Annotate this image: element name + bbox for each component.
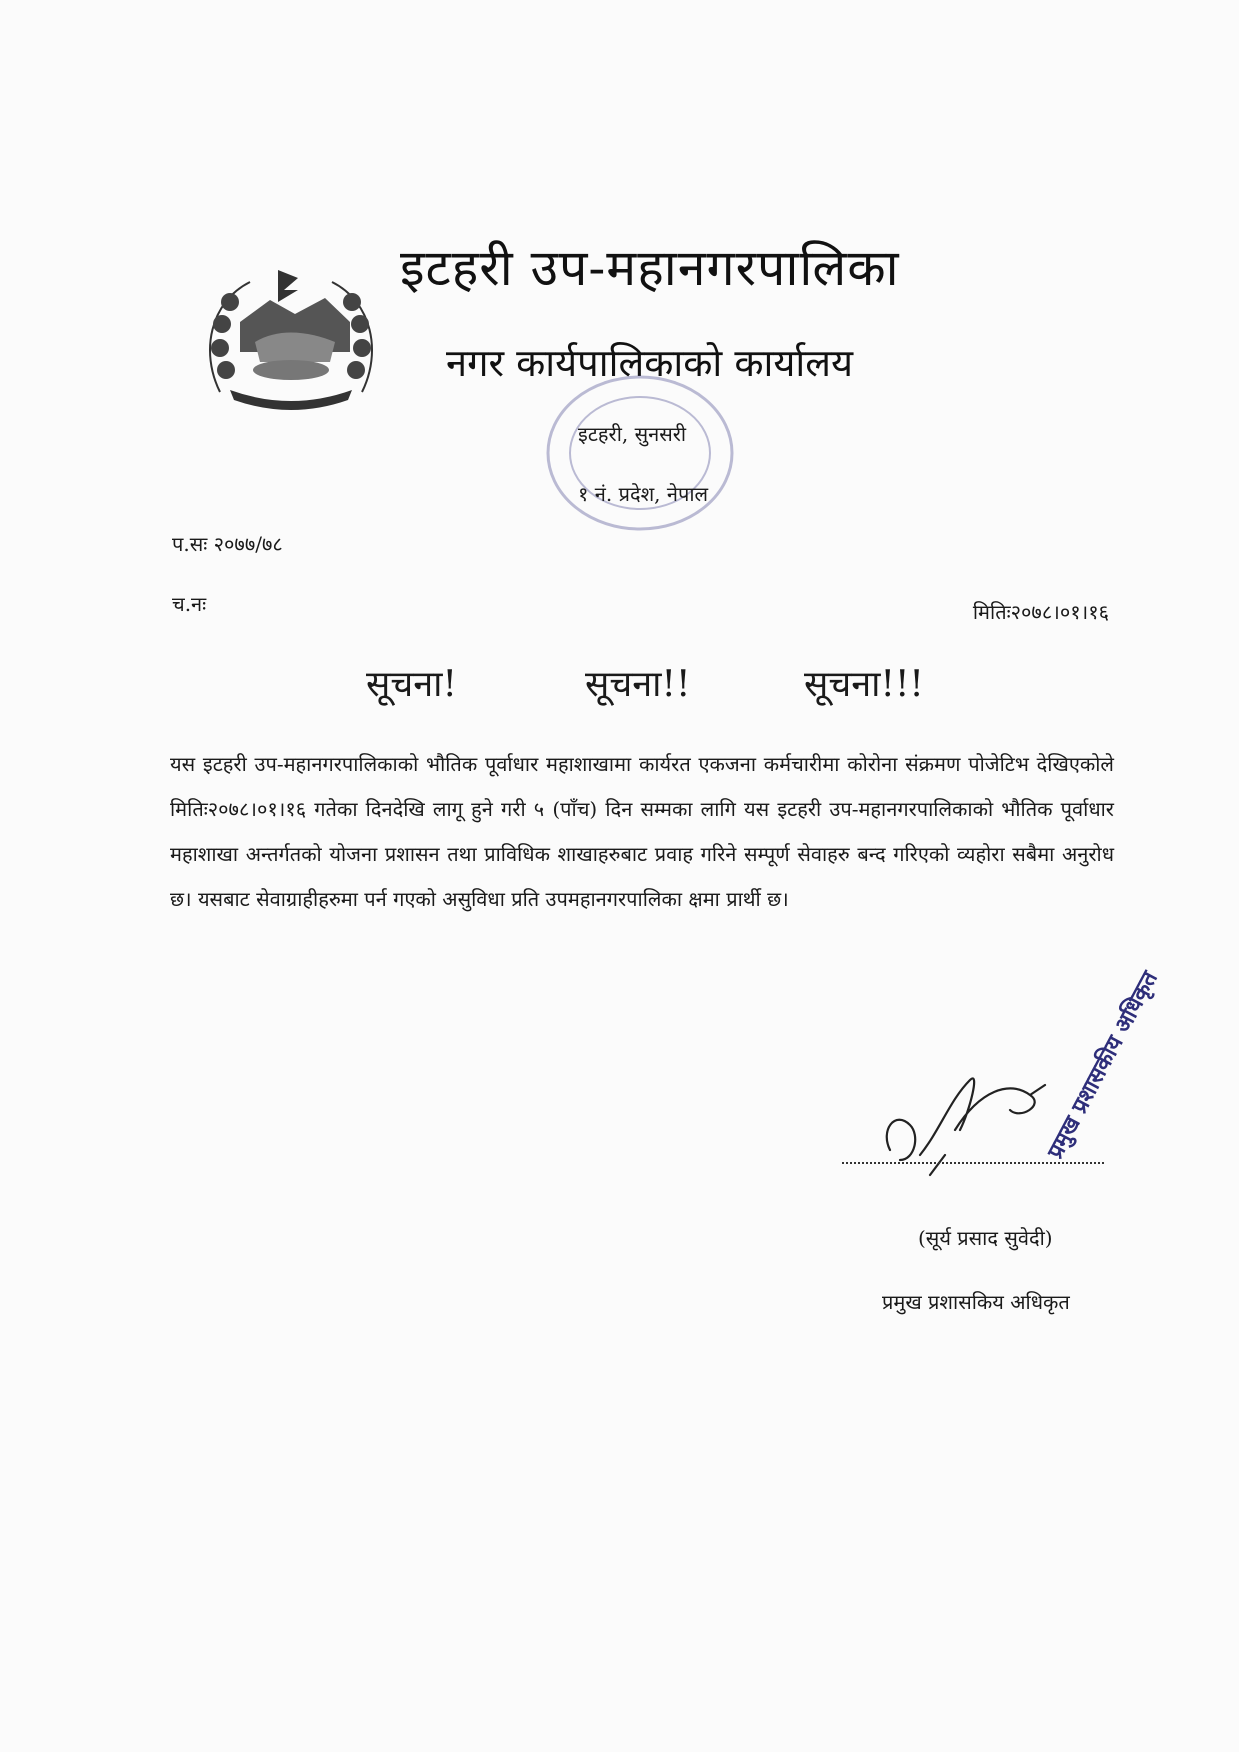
notice-heading-2: सूचना!!: [585, 664, 691, 705]
notice-body: यस इटहरी उप-महानगरपालिकाको भौतिक पूर्वाधार महाशाखामा कार्यरत एकजना कर्मचारीमा कोरोना संक्रमण पोजेटिभ देखिएकोले मितिः२०७८।०१।१६ गतेका दिनदेखि लागू हुने गरी ५ (पाँच) दिन सम्मका लागि यस इटहरी उप-महानगरपालिकाको भौतिक पूर्वाधार महाशाखा अन्तर्गतको योजना प्रशासन तथा प्राविधिक शाखाहरुबाट प्रवाह गरिने सम्पूर्ण सेवाहरु बन्द गरिएको व्यहोरा सबैमा अनुरोध छ। यसबाट सेवाग्राहीहरुमा पर्न गएको असुविधा प्रति उपमहानगरपालिका क्षमा प्रार्थी छ।: [170, 752, 1114, 911]
address-province: १ नं. प्रदेश, नेपाल: [578, 482, 709, 506]
dispatch-number: च.नः: [172, 592, 207, 616]
signatory-name: (सूर्य प्रसाद सुवेदी): [918, 1226, 1053, 1250]
signature-dotted-line: [842, 1162, 1104, 1164]
reference-number: प.सः २०७७/७८: [172, 532, 283, 556]
notice-heading-3: सूचना!!!: [804, 664, 924, 705]
office-seal-stamp: [535, 365, 745, 540]
notice-headings: [0, 658, 1239, 718]
handwritten-signature-with-stamp: [820, 960, 1163, 1210]
signatory-designation: प्रमुख प्रशासकिय अधिकृत: [882, 1290, 1070, 1314]
issue-date: मितिः२०७८।०१।१६: [972, 600, 1109, 624]
designation-rubber-stamp: प्रमुख प्रशासकीय अधिकृत: [1043, 967, 1163, 1163]
org-title: इटहरी उप-महानगरपालिका: [400, 239, 900, 297]
office-subtitle: नगर कार्यपालिकाको कार्यालय: [446, 341, 854, 385]
notice-heading-1: सूचना!: [366, 664, 457, 705]
address-city: इटहरी, सुनसरी: [578, 422, 687, 446]
nepal-emblem-icon: [200, 262, 382, 412]
